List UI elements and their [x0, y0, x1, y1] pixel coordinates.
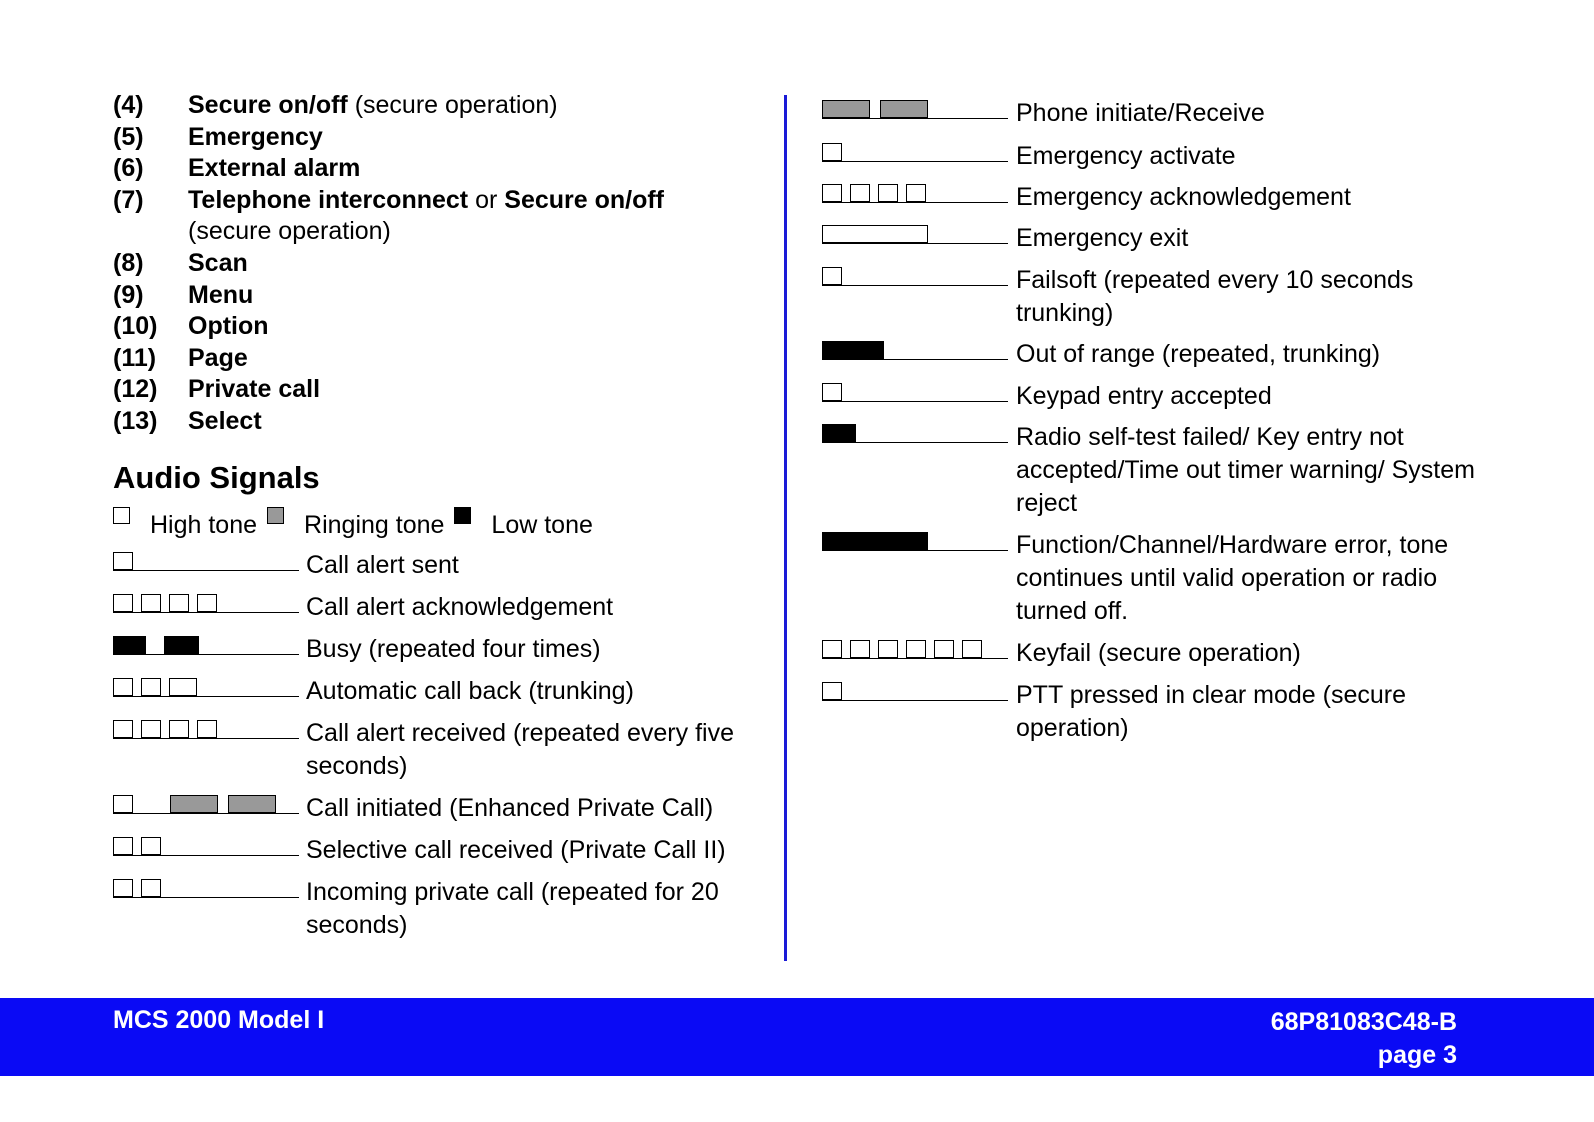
- tone-pattern-icon: [113, 717, 299, 739]
- signal-row: Function/Channel/Hardware error, tone continues until valid operation or radio turned off.: [822, 529, 1502, 628]
- button-item: (4) Secure on/off (secure operation): [113, 91, 558, 119]
- button-item: (7) Telephone interconnect or Secure on/off (secure operation): [113, 185, 665, 246]
- tone-pattern-icon: [113, 675, 299, 697]
- model-name: MCS 2000 Model I: [113, 1006, 325, 1034]
- button-item: (10) Option: [113, 312, 269, 341]
- tone-pattern-icon: [822, 380, 1008, 402]
- page-number: page 3: [1377, 1041, 1457, 1069]
- signal-row: Out of range (repeated, trunking): [822, 338, 1502, 371]
- tone-pattern-icon: [113, 633, 299, 655]
- signal-row: Incoming private call (repeated for 20 seconds): [113, 876, 763, 942]
- tone-pattern-icon: [822, 140, 1008, 162]
- tone-pattern-icon: [822, 97, 1008, 119]
- tone-pattern-icon: [822, 181, 1008, 203]
- signal-row: Emergency activate: [822, 140, 1502, 173]
- signal-row: Call alert sent: [113, 549, 763, 582]
- column-divider: [784, 95, 787, 961]
- tone-pattern-icon: [822, 421, 1008, 443]
- signal-row: Call alert acknowledgement: [113, 591, 763, 624]
- ringing-tone-swatch-icon: [267, 507, 284, 524]
- button-list: [113, 90, 763, 438]
- tone-pattern-icon: [822, 529, 1008, 551]
- signal-row: Emergency exit: [822, 222, 1502, 255]
- signal-row: Keyfail (secure operation): [822, 637, 1502, 670]
- tone-pattern-icon: [113, 792, 299, 814]
- button-item: (8) Scan: [113, 248, 248, 277]
- signal-row: Selective call received (Private Call II): [113, 834, 763, 867]
- signal-row: Automatic call back (trunking): [113, 675, 763, 708]
- tone-pattern-icon: [113, 549, 299, 571]
- low-tone-swatch-icon: [454, 507, 471, 524]
- left-column: [113, 90, 763, 942]
- doc-info: [1271, 1006, 1457, 1072]
- tone-pattern-icon: [113, 834, 299, 856]
- button-item: (5) Emergency: [113, 122, 323, 151]
- signal-row: Emergency acknowledgement: [822, 181, 1502, 214]
- signal-row: Call alert received (repeated every five seconds): [113, 717, 763, 783]
- tone-pattern-icon: [822, 222, 1008, 244]
- button-item: (11) Page: [113, 343, 248, 372]
- left-signal-list: [113, 549, 763, 942]
- tone-pattern-icon: [822, 679, 1008, 701]
- button-item: (6) External alarm: [113, 154, 361, 183]
- signal-row: Busy (repeated four times): [113, 633, 763, 666]
- button-item: (12) Private call: [113, 375, 321, 404]
- tone-pattern-icon: [113, 876, 299, 898]
- signal-row: PTT pressed in clear mode (secure operation): [822, 679, 1502, 745]
- tone-pattern-icon: [113, 591, 299, 613]
- signal-row: Failsoft (repeated every 10 seconds trunking): [822, 264, 1502, 330]
- tone-legend: High tone Ringing tone Low tone: [113, 506, 763, 540]
- button-item: (9) Menu: [113, 280, 254, 309]
- button-item: (13) Select: [113, 406, 262, 435]
- tone-pattern-icon: [822, 637, 1008, 659]
- footer-bar: [0, 998, 1594, 1076]
- signal-row: Radio self-test failed/ Key entry not accepted/Time out timer warning/ System reject: [822, 421, 1502, 520]
- signal-row: Call initiated (Enhanced Private Call): [113, 792, 763, 825]
- high-tone-swatch-icon: [113, 507, 130, 524]
- signal-row: Keypad entry accepted: [822, 380, 1502, 413]
- tone-pattern-icon: [822, 264, 1008, 286]
- tone-pattern-icon: [822, 338, 1008, 360]
- audio-signals-heading: Audio Signals: [113, 459, 320, 495]
- right-signal-list: [822, 97, 1502, 745]
- signal-row: Phone initiate/Receive: [822, 97, 1502, 130]
- doc-number: 68P81083C48-B: [1270, 1008, 1457, 1036]
